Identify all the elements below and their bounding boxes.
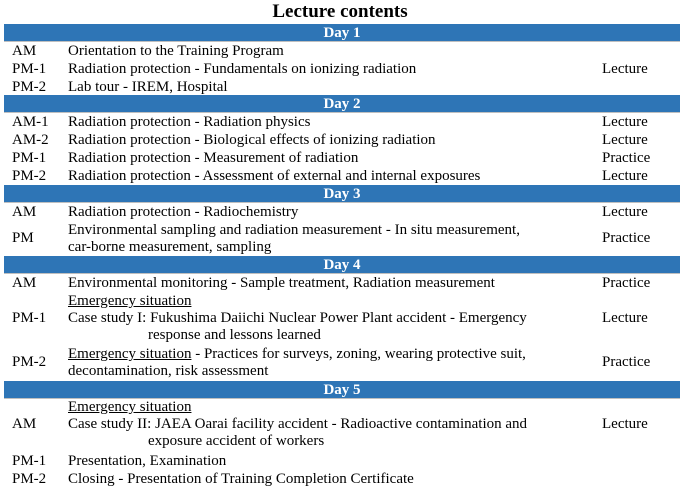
page-title: Lecture contents xyxy=(272,1,408,22)
slot-label: PM-2 xyxy=(12,354,47,370)
session-type: Practice xyxy=(602,150,651,166)
emergency-heading: Emergency situation xyxy=(68,293,192,309)
session-type: Lecture xyxy=(602,204,648,220)
session-description: Environmental monitoring - Sample treatment, Radiation measurement xyxy=(68,275,495,291)
session-description: Radiation protection - Radiochemistry xyxy=(68,204,299,220)
session-type: Practice xyxy=(602,354,651,370)
session-description: Presentation, Examination xyxy=(68,453,227,469)
session-description: Radiation protection - Measurement of radiation xyxy=(68,150,359,166)
session-description: Orientation to the Training Program xyxy=(68,43,284,59)
session-type: Practice xyxy=(602,230,651,246)
schedule-row xyxy=(0,346,680,380)
slot-label: PM-2 xyxy=(12,168,47,184)
session-description: Radiation protection - Assessment of external and internal exposures xyxy=(68,168,481,184)
session-description: Radiation protection - Fundamentals on ionizing radiation xyxy=(68,61,417,77)
session-description: Lab tour - IREM, Hospital xyxy=(68,79,228,95)
slot-label: AM-2 xyxy=(12,132,49,148)
day-3-header: Day 3 xyxy=(4,185,680,203)
session-description: Radiation protection - Biological effects of ionizing radiation xyxy=(68,132,436,148)
description-line: - Practices for surveys, zoning, wearing protective suit, xyxy=(191,346,526,362)
session-description xyxy=(68,222,588,256)
description-line: Case study I: Fukushima Daiichi Nuclear Power Plant accident - Emergency xyxy=(68,310,527,326)
session-type: Lecture xyxy=(602,416,648,432)
session-type: Lecture xyxy=(602,61,648,77)
day-1-header: Day 1 xyxy=(4,24,680,42)
slot-label: AM-1 xyxy=(12,114,49,130)
slot-label: AM xyxy=(12,43,37,59)
emergency-heading: Emergency situation xyxy=(68,399,192,415)
session-type: Lecture xyxy=(602,132,648,148)
slot-label: PM-2 xyxy=(12,79,47,95)
emergency-heading: Emergency situation xyxy=(68,346,192,362)
session-type: Lecture xyxy=(602,310,648,326)
session-description xyxy=(68,346,588,380)
session-description: Radiation protection - Radiation physics xyxy=(68,114,311,130)
slot-label: PM-1 xyxy=(12,310,47,326)
schedule-row xyxy=(0,293,680,344)
slot-label: PM-2 xyxy=(12,471,47,487)
slot-label: AM xyxy=(12,275,37,291)
session-description xyxy=(68,399,588,450)
slot-label: PM-1 xyxy=(12,453,47,469)
session-type: Lecture xyxy=(602,114,648,130)
session-type: Lecture xyxy=(602,168,648,184)
description-line: decontamination, risk assessment xyxy=(68,363,269,379)
day-4-header: Day 4 xyxy=(4,256,680,274)
description-line: Case study II: JAEA Oarai facility accident - Radioactive contamination and xyxy=(68,416,528,432)
slot-label: AM xyxy=(12,204,37,220)
slot-label: PM-1 xyxy=(12,150,47,166)
description-line: response and lessons learned xyxy=(148,327,321,343)
session-description: Closing - Presentation of Training Completion Certificate xyxy=(68,471,414,487)
description-line: Environmental sampling and radiation measurement - In situ measurement, xyxy=(68,222,520,238)
slot-label: PM xyxy=(12,230,34,246)
schedule-row xyxy=(0,222,680,256)
session-description xyxy=(68,293,588,344)
slot-label: AM xyxy=(12,416,37,432)
day-2-header: Day 2 xyxy=(4,95,680,113)
schedule-row xyxy=(0,399,680,450)
description-line: exposure accident of workers xyxy=(148,433,325,449)
slot-label: PM-1 xyxy=(12,61,47,77)
session-type: Practice xyxy=(602,275,651,291)
day-5-header: Day 5 xyxy=(4,381,680,399)
description-line: car-borne measurement, sampling xyxy=(68,239,272,255)
